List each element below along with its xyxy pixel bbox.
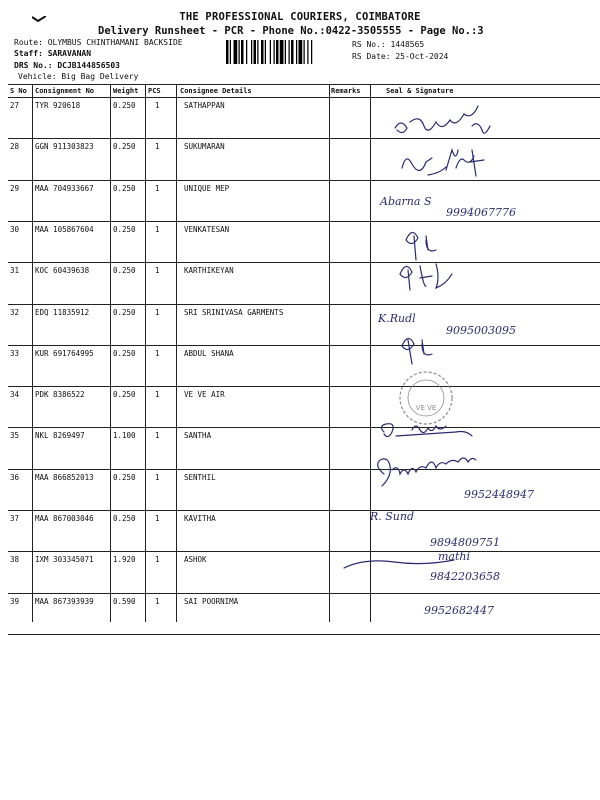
cell-pcs: 1 xyxy=(155,348,160,358)
cell-weight: 0.250 xyxy=(113,224,136,234)
cell-sno: 35 xyxy=(10,431,20,441)
cell-sno: 32 xyxy=(10,307,20,317)
cell-sno: 34 xyxy=(10,390,20,400)
cell-consignee: SRI SRINIVASA GARMENTS xyxy=(184,307,284,317)
barcode-bar xyxy=(280,40,284,64)
barcode-bar xyxy=(270,40,271,64)
row-divider xyxy=(8,551,600,552)
barcode-bar xyxy=(254,40,257,64)
cell-weight: 0.250 xyxy=(113,183,136,193)
column-header-remarks: Remarks xyxy=(331,87,361,95)
cell-consignment-no: TYR 920618 xyxy=(35,101,81,110)
table-header-rule xyxy=(8,97,600,98)
column-divider xyxy=(145,84,146,622)
row-divider xyxy=(8,634,600,635)
barcode-bar xyxy=(234,40,238,64)
row-divider xyxy=(8,304,600,305)
handwritten-phone: 9952448947 xyxy=(464,488,534,501)
row-divider xyxy=(8,386,600,387)
handwritten-phone: 9894809751 xyxy=(430,536,500,549)
drs-number: DRS No.: DCJB144856503 xyxy=(14,61,120,70)
barcode-bar xyxy=(226,40,229,64)
handwritten-signature xyxy=(395,106,490,133)
cell-pcs: 1 xyxy=(155,596,160,606)
column-divider xyxy=(32,84,33,622)
row-divider xyxy=(8,469,600,470)
barcode-image xyxy=(226,40,346,64)
barcode-bar xyxy=(251,40,252,64)
barcode-bar xyxy=(311,40,312,64)
cell-consignee: VENKATESAN xyxy=(184,224,230,234)
barcode-bar xyxy=(261,40,264,64)
cell-consignee: SUKUMARAN xyxy=(184,142,225,152)
column-divider xyxy=(110,84,111,622)
cell-consignment-no: MAA 105867604 xyxy=(35,224,94,234)
barcode-bar xyxy=(289,40,290,64)
barcode-bar xyxy=(307,40,308,64)
cell-sno: 37 xyxy=(10,514,20,523)
cell-weight: 1.920 xyxy=(113,555,136,565)
row-divider xyxy=(8,138,600,139)
cell-consignee: VE VE AIR xyxy=(184,390,225,400)
row-divider xyxy=(8,221,600,222)
barcode-bar xyxy=(265,40,266,64)
table-top-rule xyxy=(8,84,600,85)
cell-consignment-no: KUR 691764995 xyxy=(35,348,94,358)
column-header-weight: Weight xyxy=(113,87,139,95)
cell-pcs: 1 xyxy=(155,555,160,565)
handwritten-signature xyxy=(402,150,484,176)
barcode-bar xyxy=(299,40,303,64)
cell-consignment-no: MAA 704933667 xyxy=(35,183,94,193)
cell-sno: 38 xyxy=(10,555,20,565)
barcode-bar xyxy=(230,40,231,64)
cell-sno: 39 xyxy=(10,596,20,606)
barcode-bar xyxy=(274,40,275,64)
stamp-text: VE VE xyxy=(415,404,437,412)
cell-consignee: SAI POORNIMA xyxy=(184,596,239,606)
row-divider xyxy=(8,510,600,511)
barcode-bar xyxy=(285,40,286,64)
cell-weight: 0.250 xyxy=(113,348,136,358)
company-name: THE PROFESSIONAL COURIERS, COIMBATORE xyxy=(179,11,421,23)
cell-sno: 29 xyxy=(10,183,20,193)
handwritten-signature xyxy=(402,338,432,364)
cell-pcs: 1 xyxy=(155,514,160,523)
column-header-pcs: PCS xyxy=(148,87,161,95)
cell-pcs: 1 xyxy=(155,472,160,482)
cell-sno: 33 xyxy=(10,348,20,358)
cell-pcs: 1 xyxy=(155,183,160,193)
cell-consignment-no: EDQ 11835912 xyxy=(35,307,90,317)
route-label: Route: OLYMBUS CHINTHAMANI BACKSIDE xyxy=(14,38,183,47)
handwritten-name: Abarna S xyxy=(380,195,432,208)
column-header-sno: S No xyxy=(10,87,27,95)
cell-weight: 0.250 xyxy=(113,307,136,317)
column-divider xyxy=(176,84,177,622)
handwritten-name: K.Rudl xyxy=(378,312,416,325)
cell-weight: 0.250 xyxy=(113,266,136,276)
handwritten-phone: 9952682447 xyxy=(424,604,494,617)
staff-label: Staff: SARAVANAN xyxy=(14,49,92,58)
handwritten-signature xyxy=(406,232,436,260)
cell-consignee: SANTHA xyxy=(184,431,212,441)
cell-weight: 0.590 xyxy=(113,596,136,606)
runsheet-title: Delivery Runsheet - PCR - Phone No.:0422-3505555 - Page No.:3 xyxy=(98,25,484,37)
cell-consignee: KARTHIKEYAN xyxy=(184,266,234,276)
barcode-bar xyxy=(296,40,297,64)
cell-pcs: 1 xyxy=(155,390,160,400)
cell-consignee: UNIQUE MEP xyxy=(184,183,230,193)
cell-sno: 31 xyxy=(10,266,20,276)
cell-pcs: 1 xyxy=(155,266,160,276)
cell-sno: 36 xyxy=(10,472,20,482)
cell-consignment-no: MAA 867003046 xyxy=(35,514,94,523)
column-divider xyxy=(329,84,330,622)
cell-pcs: 1 xyxy=(155,142,160,152)
cell-pcs: 1 xyxy=(155,224,160,234)
cell-consignee: ASHOK xyxy=(184,555,207,565)
cell-consignment-no: GGN 911303823 xyxy=(35,142,94,152)
cell-consignee: SATHAPPAN xyxy=(184,101,225,110)
cell-consignee: KAVITHA xyxy=(184,514,216,523)
handwritten-phone: 9994067776 xyxy=(446,206,516,219)
barcode-bar xyxy=(241,40,244,64)
cell-weight: 1.100 xyxy=(113,431,136,441)
barcode-bar xyxy=(257,40,258,64)
cell-pcs: 1 xyxy=(155,101,160,110)
cell-weight: 0.250 xyxy=(113,472,136,482)
cell-consignment-no: MAA 866852013 xyxy=(35,472,94,482)
cell-pcs: 1 xyxy=(155,431,160,441)
barcode-bar xyxy=(291,40,294,64)
courier-logo-icon xyxy=(32,16,46,22)
row-divider xyxy=(8,427,600,428)
recipient-stamp xyxy=(400,372,452,424)
cell-consignee: SENTHIL xyxy=(184,472,216,482)
cell-sno: 27 xyxy=(10,101,20,110)
cell-consignment-no: KOC 60439638 xyxy=(35,266,90,276)
column-header-consignment: Consignment No xyxy=(35,87,95,95)
row-divider xyxy=(8,593,600,594)
column-header-signature: Seal & Signature xyxy=(386,87,454,95)
cell-sno: 28 xyxy=(10,142,20,152)
cell-weight: 0.250 xyxy=(113,101,136,110)
rs-date: RS Date: 25-Oct-2024 xyxy=(352,52,449,61)
cell-consignment-no: NKL 8269497 xyxy=(35,431,85,441)
column-header-consignee: Consignee Details xyxy=(180,87,252,95)
row-divider xyxy=(8,180,600,181)
handwritten-phone: 9095003095 xyxy=(446,324,516,337)
cell-weight: 0.250 xyxy=(113,514,136,523)
cell-weight: 0.250 xyxy=(113,390,136,400)
row-divider xyxy=(8,262,600,263)
barcode-bar xyxy=(246,40,247,64)
handwritten-phone: 9842203658 xyxy=(430,570,500,583)
barcode-bar xyxy=(239,40,240,64)
cell-weight: 0.250 xyxy=(113,142,136,152)
cell-sno: 30 xyxy=(10,224,20,234)
handwritten-signature xyxy=(400,264,452,290)
cell-consignee: ABDUL SHANA xyxy=(184,348,234,358)
handwritten-signature xyxy=(378,458,476,486)
handwritten-name: R. Sund xyxy=(370,510,415,523)
barcode-bar xyxy=(304,40,305,64)
cell-consignment-no: MAA 867393939 xyxy=(35,596,94,606)
handwritten-name: mathi xyxy=(438,550,471,563)
cell-pcs: 1 xyxy=(155,307,160,317)
handwritten-signature xyxy=(381,424,472,437)
row-divider xyxy=(8,345,600,346)
cell-consignment-no: IXM 303345071 xyxy=(35,555,94,565)
barcode-bar xyxy=(276,40,279,64)
rs-number: RS No.: 1448565 xyxy=(352,40,425,49)
cell-consignment-no: PDK 8386522 xyxy=(35,390,85,400)
vehicle-label: Vehicle: Big Bag Delivery xyxy=(18,72,139,81)
handwritten-signature xyxy=(344,560,454,568)
column-divider xyxy=(370,84,371,622)
